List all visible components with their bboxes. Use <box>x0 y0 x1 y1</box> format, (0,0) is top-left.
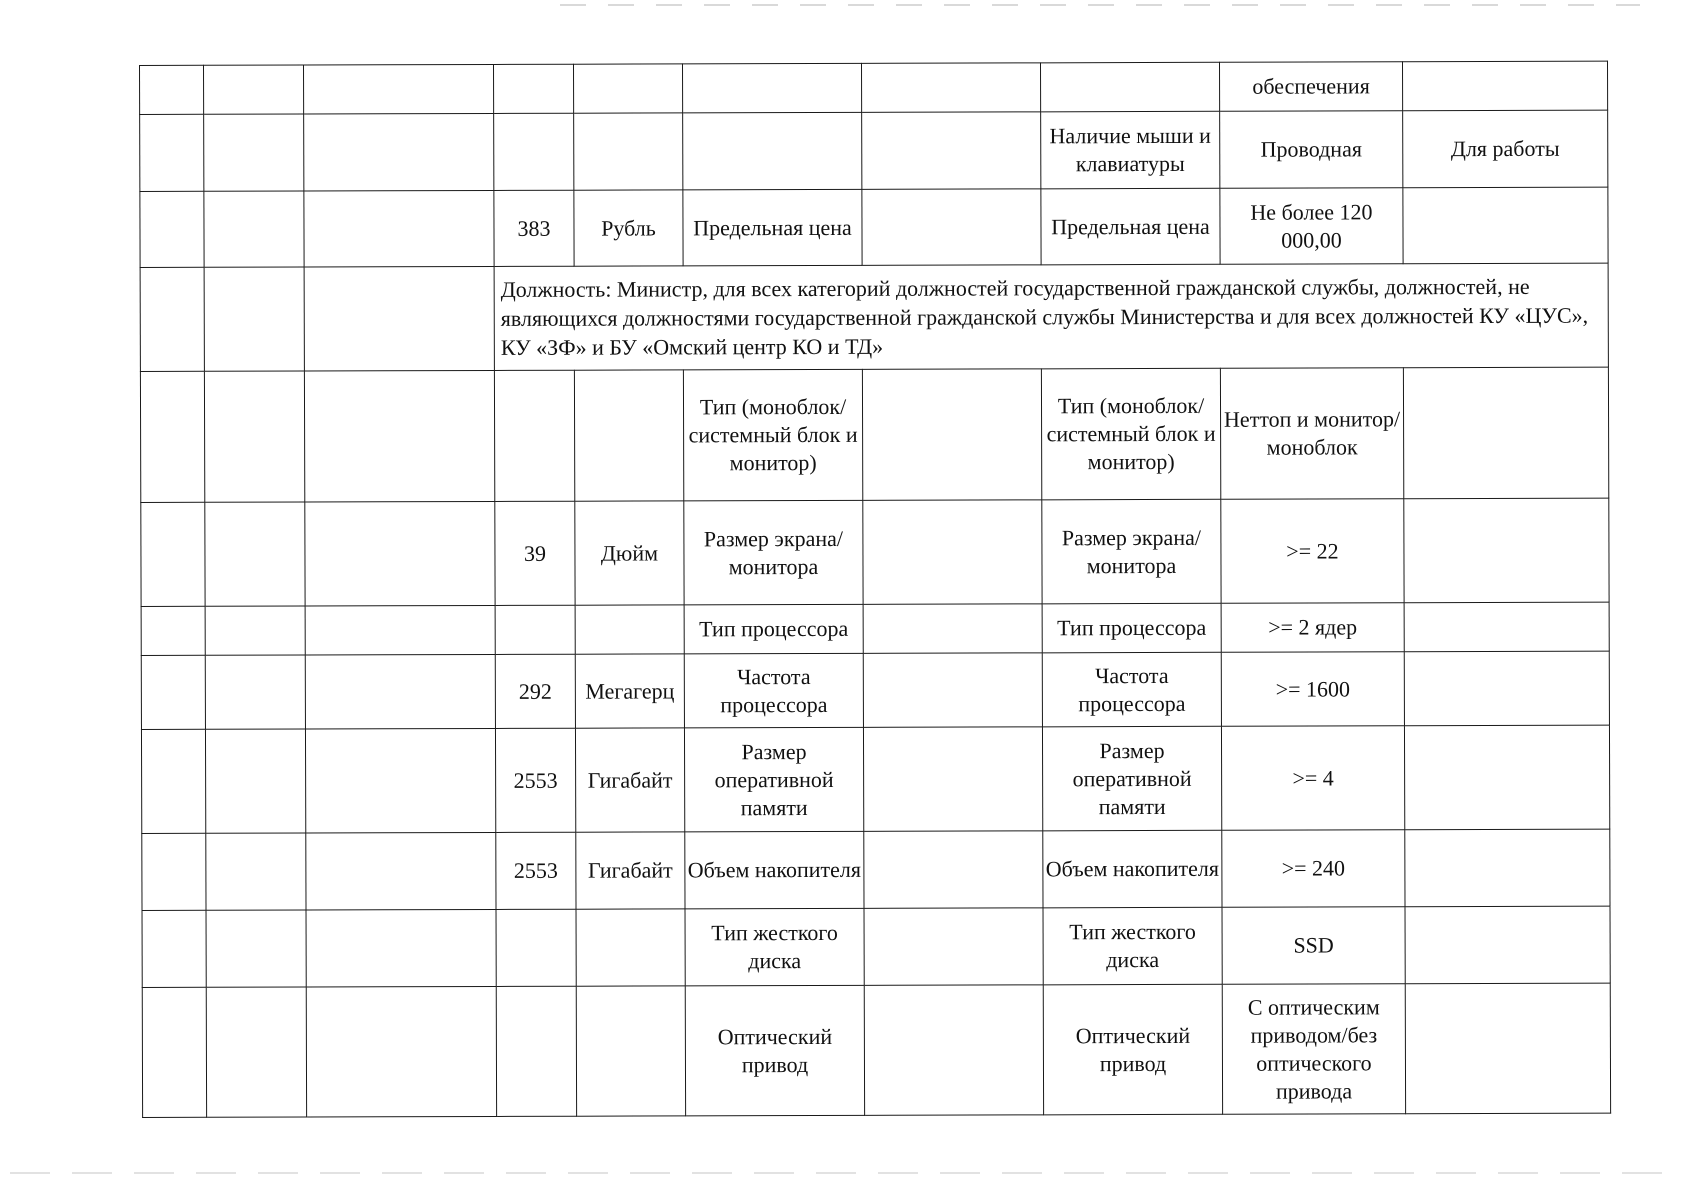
value-cell: SSD <box>1222 907 1405 985</box>
code-cell: 383 <box>494 190 574 266</box>
value-cell <box>863 727 1042 832</box>
characteristic-cell: Тип жесткого диска <box>685 908 864 986</box>
characteristic-cell: Тип процессора <box>1042 603 1221 653</box>
table-row <box>141 498 1609 606</box>
value-cell: >= 4 <box>1221 726 1404 831</box>
characteristic-cell: Размер оперативной памяти <box>684 727 863 832</box>
code-cell <box>493 64 573 113</box>
characteristic-cell: Наличие мыши и клавиатуры <box>1041 111 1220 189</box>
justification-cell <box>1404 498 1609 603</box>
characteristic-cell: Частота процессора <box>684 653 863 728</box>
justification-cell <box>1404 725 1609 830</box>
justification-cell <box>1405 829 1610 907</box>
characteristic-cell: Объем накопителя <box>1043 830 1222 908</box>
value-cell: Неттоп и монитор/моноблок <box>1220 368 1403 500</box>
code-cell <box>496 986 576 1116</box>
code-cell: 2553 <box>495 728 575 832</box>
table-row <box>141 651 1609 729</box>
unit-cell <box>574 113 683 190</box>
characteristic-cell: Размер оперативной памяти <box>1042 726 1221 831</box>
table-row <box>141 725 1609 833</box>
unit-cell: Дюйм <box>575 501 684 605</box>
value-cell <box>863 604 1042 654</box>
unit-cell <box>573 64 682 113</box>
justification-cell <box>1405 906 1610 984</box>
characteristic-cell: Объем накопителя <box>685 831 864 909</box>
code-cell: 2553 <box>496 832 576 909</box>
value-cell: Проводная <box>1220 111 1403 189</box>
characteristic-cell: Оптический привод <box>685 985 864 1116</box>
value-cell: обеспечения <box>1219 62 1402 112</box>
code-cell <box>495 605 575 654</box>
justification-cell <box>1404 602 1609 652</box>
value-cell: Не более 120 000,00 <box>1220 188 1403 265</box>
code-cell <box>494 113 574 190</box>
characteristic-cell <box>683 112 862 190</box>
unit-cell <box>576 909 685 986</box>
code-cell: 292 <box>495 654 575 728</box>
characteristic-cell: Частота процессора <box>1042 652 1221 727</box>
characteristic-cell: Тип жесткого диска <box>1043 907 1222 985</box>
table-row <box>142 829 1610 910</box>
value-cell: >= 240 <box>1222 830 1405 908</box>
value-cell <box>864 831 1043 909</box>
characteristic-cell <box>1040 62 1219 112</box>
value-cell <box>862 189 1041 266</box>
scan-artifact-top <box>560 4 1640 6</box>
unit-cell: Рубль <box>574 190 683 266</box>
table-row <box>140 263 1608 371</box>
value-cell <box>864 908 1043 986</box>
characteristic-cell: Размер экрана/монитора <box>1042 499 1221 604</box>
value-cell <box>864 985 1043 1116</box>
value-cell <box>862 112 1041 190</box>
characteristic-cell: Тип процессора <box>684 604 863 654</box>
code-cell <box>496 909 576 986</box>
value-cell: >= 1600 <box>1221 652 1404 727</box>
unit-cell: Гигабайт <box>575 728 684 832</box>
value-cell <box>862 369 1041 501</box>
value-cell: С оптическим приводом/без оптического привода <box>1222 984 1405 1115</box>
position-description: Должность: Министр, для всех категорий должностей государственной гражданской службы, должностей, не являющихся должностями государственной гражданской службы Министерства и для всех должностей КУ «ЦУС», КУ «ЗФ» и БУ «Омский центр КО и ТД» <box>494 263 1608 370</box>
unit-cell <box>574 370 683 501</box>
specification-table <box>139 61 1611 1118</box>
characteristic-cell: Тип (моноблок/системный блок и монитор) <box>683 369 862 501</box>
unit-cell: Гигабайт <box>576 832 685 909</box>
unit-cell: Мегагерц <box>575 654 684 728</box>
characteristic-cell: Тип (моноблок/системный блок и монитор) <box>1041 368 1220 500</box>
justification-cell <box>1405 983 1610 1114</box>
scan-artifact-bottom <box>10 1172 1670 1174</box>
table-row <box>140 367 1608 502</box>
table-row <box>142 983 1610 1117</box>
justification-cell: Для работы <box>1403 110 1608 188</box>
table-row <box>142 906 1610 987</box>
justification-cell <box>1404 651 1609 726</box>
characteristic-cell: Предельная цена <box>683 189 862 266</box>
justification-cell <box>1402 61 1607 111</box>
value-cell: >= 22 <box>1221 499 1404 604</box>
table-row <box>140 187 1608 267</box>
code-cell <box>494 370 574 501</box>
unit-cell <box>575 605 684 654</box>
table-row <box>141 602 1609 655</box>
code-cell: 39 <box>495 501 575 605</box>
value-cell <box>863 500 1042 605</box>
table-row <box>140 110 1608 191</box>
value-cell <box>863 653 1042 728</box>
justification-cell <box>1403 367 1608 499</box>
characteristic-cell: Оптический привод <box>1043 984 1222 1115</box>
value-cell: >= 2 ядер <box>1221 603 1404 653</box>
table-row <box>140 61 1608 114</box>
unit-cell <box>576 986 685 1116</box>
characteristic-cell: Предельная цена <box>1041 188 1220 265</box>
justification-cell <box>1403 187 1608 264</box>
characteristic-cell: Размер экрана/монитора <box>684 500 863 605</box>
characteristic-cell <box>682 63 861 113</box>
value-cell <box>861 63 1040 113</box>
